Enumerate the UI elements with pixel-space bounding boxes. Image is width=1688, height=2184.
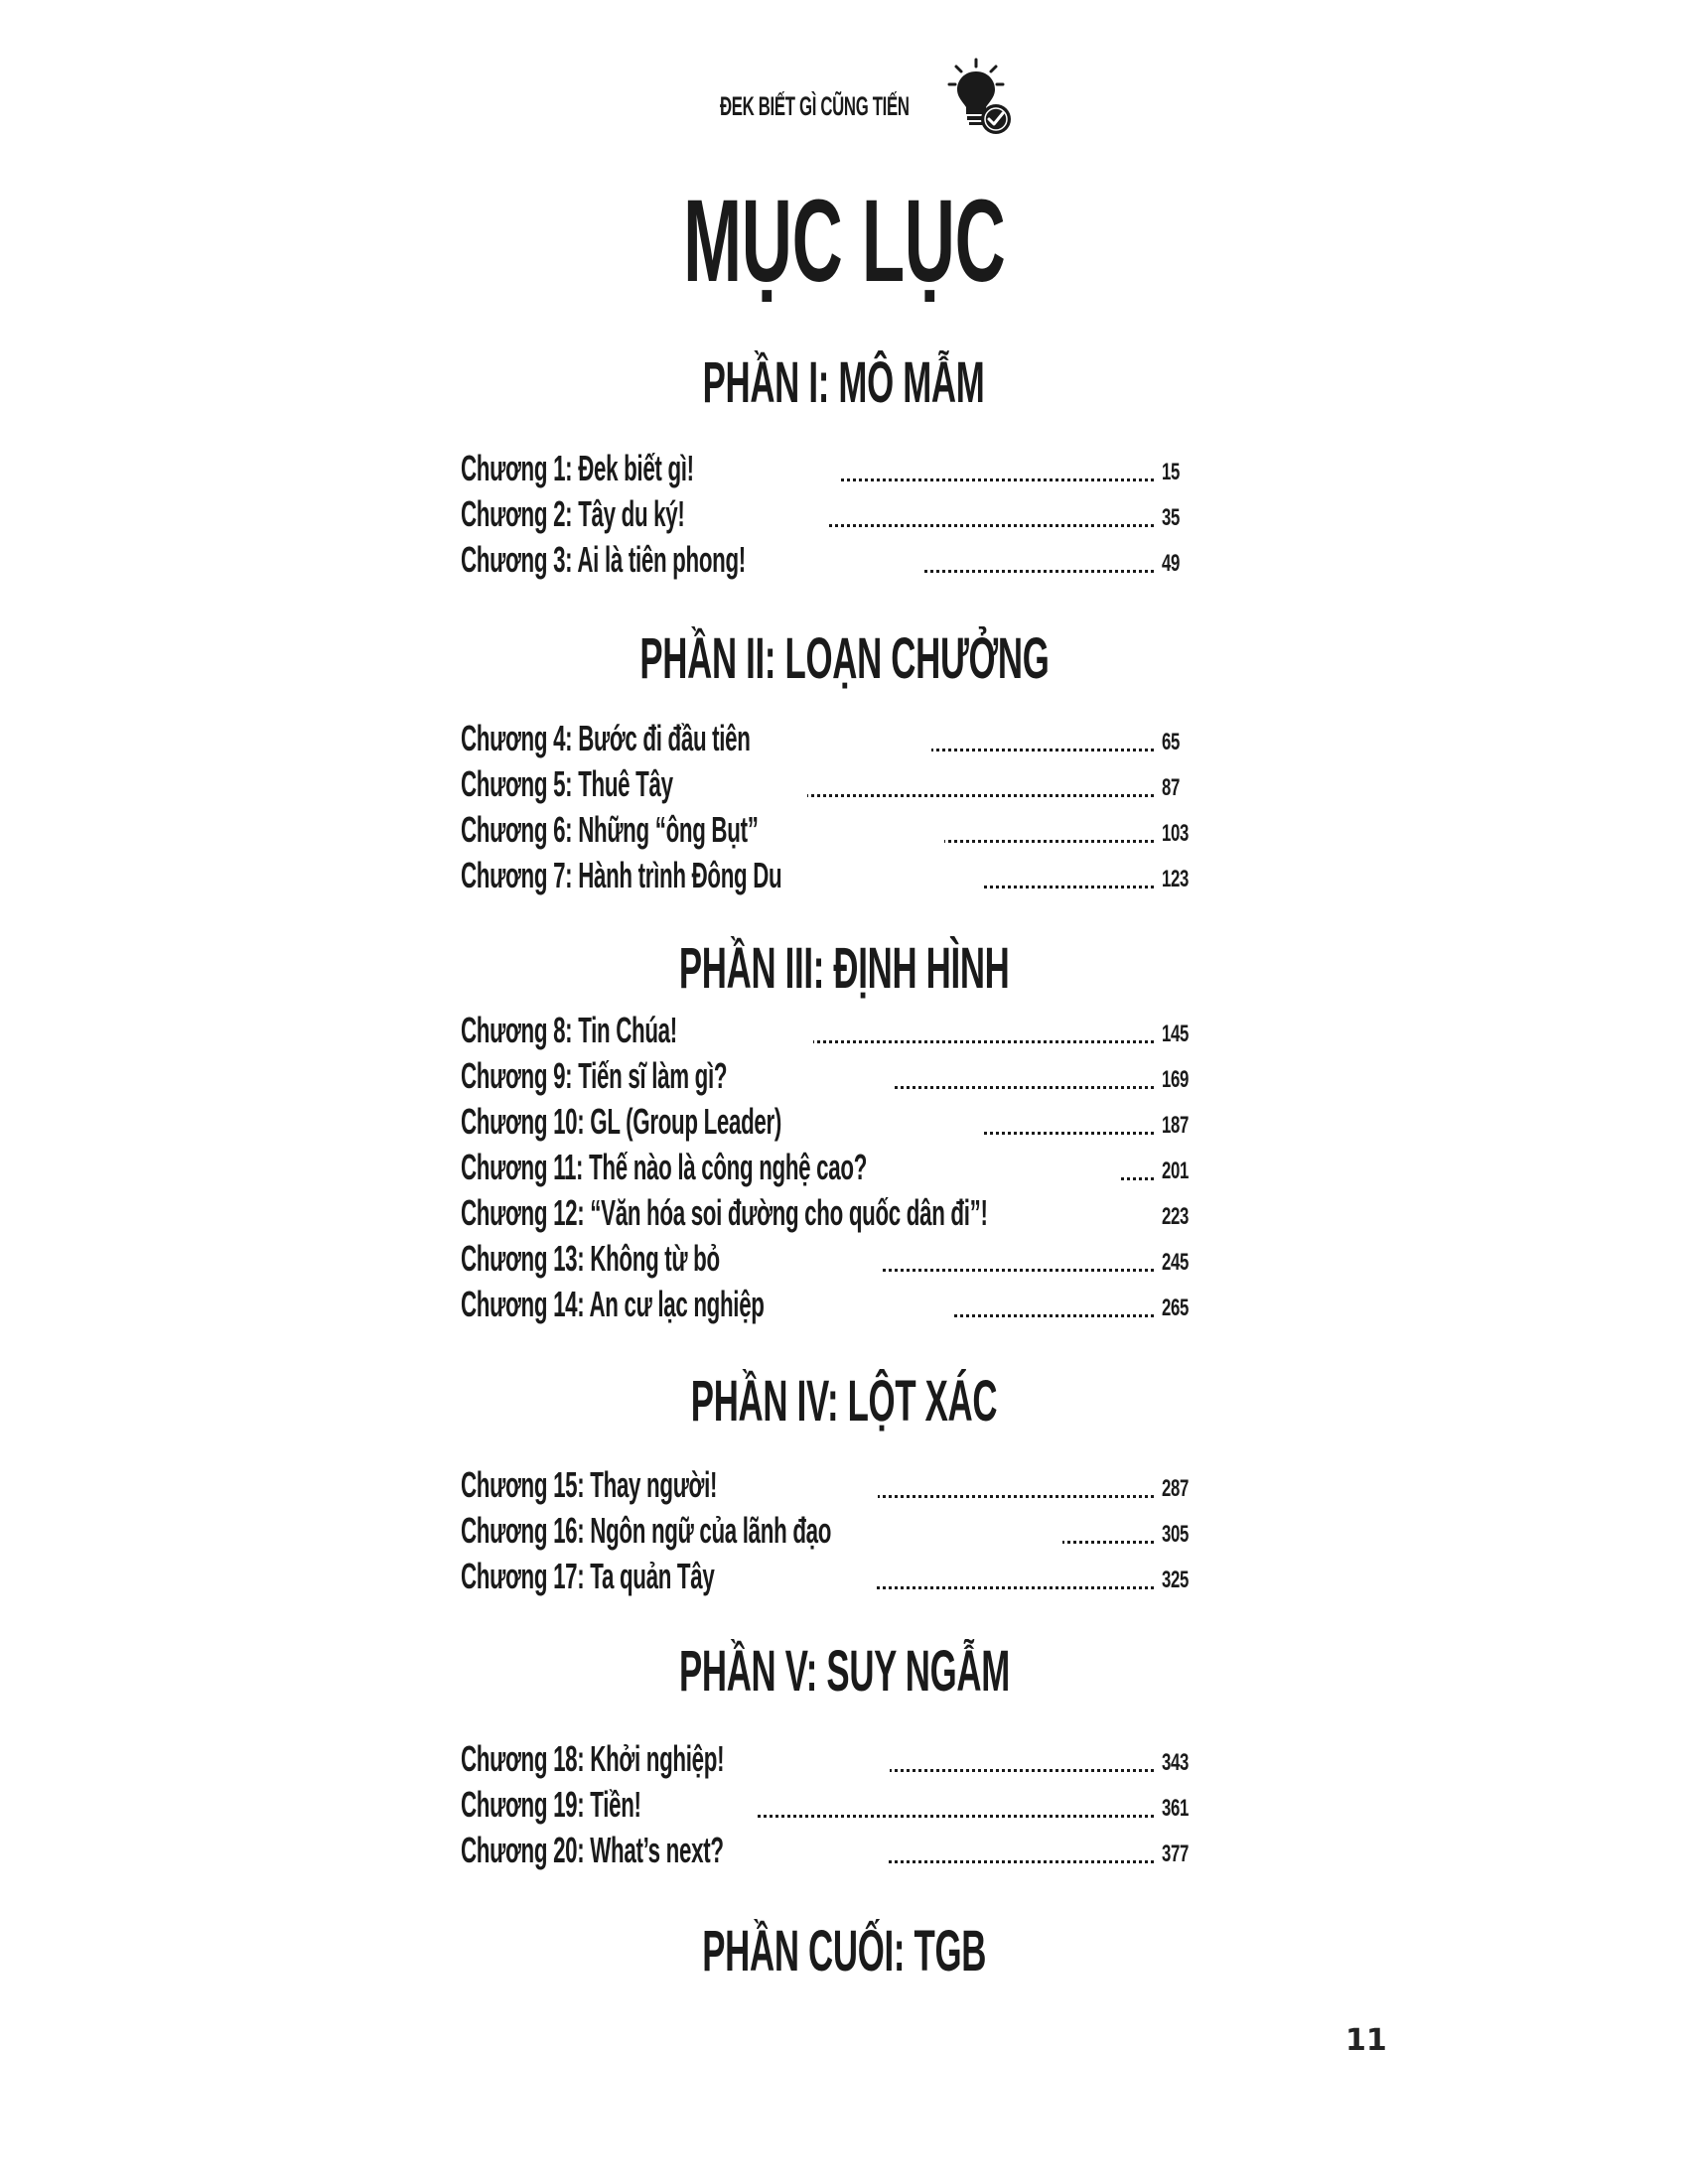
chapter-title: Chương 6: Những “ông Bụt” <box>461 809 759 850</box>
toc-entry[interactable] <box>461 494 1201 534</box>
toc-entry[interactable] <box>461 1056 1201 1096</box>
toc-entry[interactable] <box>461 764 1201 804</box>
toc-entry[interactable] <box>461 1511 1201 1551</box>
chapter-title: Chương 13: Không từ bỏ <box>461 1238 720 1279</box>
chapter-title: Chương 18: Khởi nghiệp! <box>461 1738 725 1779</box>
part-heading: PHẦN IV: LỘT XÁC <box>690 1369 998 1433</box>
chapter-title: Chương 15: Thay người! <box>461 1464 718 1505</box>
toc-entry[interactable] <box>461 1831 1201 1870</box>
toc-entry[interactable] <box>461 1557 1201 1596</box>
chapter-title: Chương 2: Tây du ký! <box>461 493 685 534</box>
toc-entry[interactable] <box>461 449 1201 488</box>
page-ref: 223 <box>1162 1203 1189 1230</box>
page-ref: 265 <box>1162 1295 1189 1321</box>
part-heading: PHẦN II: LOẠN CHƯỞNG <box>638 626 1050 691</box>
page-ref: 49 <box>1162 550 1180 577</box>
part-heading: PHẦN III: ĐỊNH HÌNH <box>678 936 1010 1001</box>
lightbulb-icon <box>946 58 1016 139</box>
toc-entry[interactable] <box>461 1102 1201 1142</box>
chapter-title: Chương 20: What’s next? <box>461 1830 724 1870</box>
chapter-title: Chương 5: Thuê Tây <box>461 763 673 804</box>
chapter-title: Chương 8: Tin Chúa! <box>461 1010 677 1050</box>
page-ref: 103 <box>1162 820 1189 847</box>
chapter-title: Chương 4: Bước đi đầu tiên <box>461 718 751 758</box>
toc-entry[interactable] <box>461 856 1201 895</box>
page-ref: 123 <box>1162 866 1189 892</box>
part-heading: PHẦN CUỐI: TGB <box>702 1919 986 1983</box>
page-title: MỤC LỤC <box>682 176 1006 307</box>
page-ref: 245 <box>1162 1249 1189 1276</box>
chapter-title: Chương 19: Tiền! <box>461 1784 641 1825</box>
running-header <box>0 58 1688 139</box>
toc-entry[interactable] <box>461 1465 1201 1505</box>
toc-entry[interactable] <box>461 1193 1201 1233</box>
toc-entry[interactable] <box>461 719 1201 758</box>
page-ref: 325 <box>1162 1567 1189 1593</box>
toc-entry[interactable] <box>461 1011 1201 1050</box>
page-ref: 361 <box>1162 1795 1189 1822</box>
page-ref: 169 <box>1162 1066 1189 1093</box>
page-ref: 15 <box>1162 459 1180 485</box>
page-ref: 201 <box>1162 1158 1189 1184</box>
page-ref: 145 <box>1162 1021 1189 1047</box>
chapter-title: Chương 12: “Văn hóa soi đường cho quốc dân đi”! <box>461 1192 988 1233</box>
chapter-title: Chương 17: Ta quản Tây <box>461 1556 715 1596</box>
chapter-title: Chương 14: An cư lạc nghiệp <box>461 1284 765 1324</box>
chapter-title: Chương 7: Hành trình Đông Du <box>461 855 782 895</box>
page-ref: 187 <box>1162 1112 1189 1139</box>
chapter-title: Chương 10: GL (Group Leader) <box>461 1101 782 1142</box>
toc-entry[interactable] <box>461 1285 1201 1324</box>
page-ref: 65 <box>1162 729 1180 755</box>
page-number: 11 <box>1345 2023 1387 2058</box>
page-ref: 87 <box>1162 774 1180 801</box>
chapter-title: Chương 1: Đek biết gì! <box>461 448 694 488</box>
toc-entry[interactable] <box>461 1239 1201 1279</box>
chapter-title: Chương 11: Thế nào là công nghệ cao? <box>461 1147 868 1187</box>
page-ref: 305 <box>1162 1521 1189 1548</box>
part-heading: PHẦN V: SUY NGẪM <box>678 1639 1010 1704</box>
book-title: ĐEK BIẾT GÌ CŨNG TIẾN <box>720 91 910 121</box>
toc-entry[interactable] <box>461 1148 1201 1187</box>
toc-entry[interactable] <box>461 1785 1201 1825</box>
toc-entry[interactable] <box>461 810 1201 850</box>
chapter-title: Chương 3: Ai là tiên phong! <box>461 539 746 580</box>
page-ref: 35 <box>1162 504 1180 531</box>
toc-entry[interactable] <box>461 540 1201 580</box>
page-ref: 343 <box>1162 1749 1189 1776</box>
chapter-title: Chương 9: Tiến sĩ làm gì? <box>461 1055 728 1096</box>
page-ref: 377 <box>1162 1841 1189 1867</box>
part-heading: PHẦN I: MÔ MẪM <box>703 350 985 415</box>
toc-entry[interactable] <box>461 1739 1201 1779</box>
page-ref: 287 <box>1162 1475 1189 1502</box>
chapter-title: Chương 16: Ngôn ngữ của lãnh đạo <box>461 1510 832 1551</box>
